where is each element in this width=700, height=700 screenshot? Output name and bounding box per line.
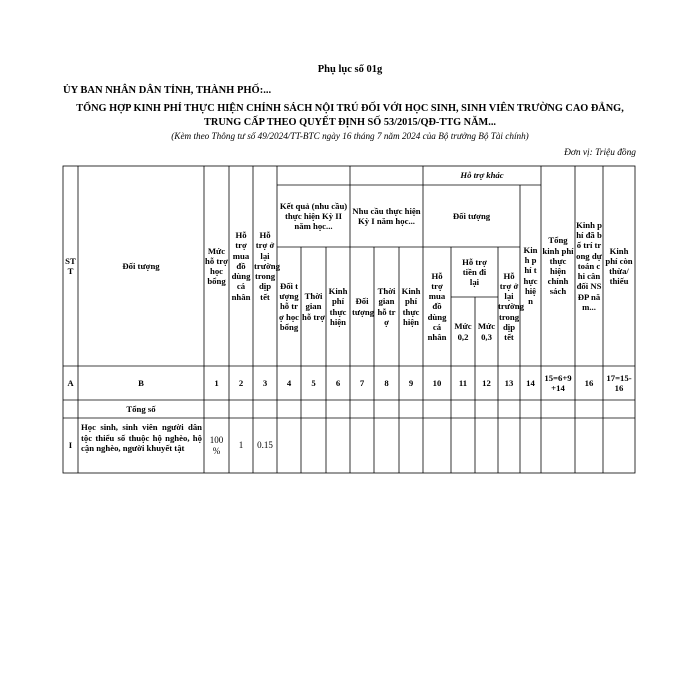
- colnum-5: 5: [311, 377, 316, 388]
- header-thoi-gian-1: Thời gian hỗ trợ: [302, 291, 325, 322]
- colnum-13: 13: [504, 377, 514, 388]
- colnum-b: B: [138, 377, 144, 388]
- colnum-6: 6: [335, 377, 341, 388]
- colnum-1: 1: [214, 377, 219, 388]
- header-stt: STT: [65, 255, 76, 276]
- header-muc-03: Mức 0,3: [477, 321, 496, 342]
- colnum-3: 3: [262, 377, 268, 388]
- header-ho-tro-khac: Hỗ trợ khác: [460, 170, 504, 181]
- header-thoi-gian-2: Thời gian hỗ trợ: [377, 286, 396, 327]
- colnum-16: 16: [584, 377, 594, 388]
- table-row-total-label: Tổng số: [126, 403, 156, 414]
- committee-label: ỦY BAN NHÂN DÂN TỈNH, THÀNH PHỐ:...: [63, 85, 272, 96]
- colnum-2: 2: [238, 377, 244, 388]
- appendix-label: Phụ lục số 01g: [317, 64, 383, 75]
- colnum-14: 14: [526, 377, 535, 388]
- colnum-17: 17=15-16: [606, 372, 632, 393]
- table-row-muc-hoc-bong: 100 %: [209, 435, 224, 456]
- colnum-9: 9: [408, 377, 414, 388]
- colnum-a: A: [67, 377, 74, 388]
- table-row-label: Học sinh, sinh viên người dân tộc thiểu số thuộc hộ nghèo, hộ cận nghèo, người khuyết tật: [81, 422, 202, 453]
- colnum-8: 8: [384, 377, 389, 388]
- colnum-12: 12: [482, 377, 491, 388]
- header-mua-do-dung: Hỗ trợ mua đồ dùng cá nhân: [231, 230, 251, 302]
- unit-label: Đơn vị: Triệu đồng: [564, 148, 636, 158]
- header-mua-do-dung-ca-nhan: Hỗ trợ mua đồ dùng cá nhân: [427, 270, 447, 342]
- header-ket-qua-group: Kết quả (nhu cầu) thực hiện Kỳ II năm học...: [279, 200, 348, 232]
- document-title-line1: TỔNG HỢP KINH PHÍ THỰC HIỆN CHÍNH SÁCH NỘI TRÚ ĐỐI VỚI HỌC SINH, SINH VIÊN TRƯỜNG CAO ĐẲNG,: [76, 103, 624, 114]
- header-doi-tuong: Đối tượng: [122, 260, 160, 271]
- header-muc-02: Mức 0,2: [454, 321, 472, 342]
- colnum-10: 10: [432, 377, 442, 388]
- header-tong-kinh-phi: Tổng kinh phí thực hiện chính sách: [542, 235, 574, 297]
- header-doi-tuong-hoc-bong: Đối tượng hỗ trợ học bổng: [279, 280, 300, 332]
- header-doi-tuong-khac: Đối tượng: [452, 210, 491, 221]
- colnum-7: 7: [359, 377, 365, 388]
- colnum-11: 11: [458, 377, 468, 388]
- colnum-4: 4: [286, 377, 292, 388]
- header-kinh-phi-1: Kinh phí thực hiện: [328, 286, 348, 327]
- document-title-line2: TRUNG CẤP THEO QUYẾT ĐỊNH SỐ 53/2015/QĐ-TTG NĂM...: [204, 117, 496, 128]
- table-row-mua-do-dung: 1: [238, 440, 244, 451]
- header-doi-tuong-2: Đối tượng: [352, 296, 375, 317]
- header-o-lai-tet: Hỗ trợ ở lại trường trong dịp tết: [254, 230, 280, 302]
- header-kinh-phi-da-bo-tri: Kinh phí đã bố trí trong dự toán chi cân đối NSĐP năm...: [576, 220, 602, 312]
- header-kinh-phi-2: Kinh phí thực hiện: [401, 286, 421, 327]
- header-nhu-cau-group: Nhu cầu thực hiện Kỳ I năm học...: [352, 205, 421, 226]
- header-tien-di-lai: Hỗ trợ tiền đi lại: [462, 256, 487, 288]
- document-subtitle: (Kèm theo Thông tư số 49/2024/TT-BTC ngày 16 tháng 7 năm 2024 của Bộ trưởng Bộ Tài chính): [171, 131, 529, 141]
- colnum-15: 15=6+9 +14: [544, 372, 572, 393]
- header-kinh-phi-con-thua: Kinh phí còn thừa/ thiếu: [605, 245, 633, 287]
- table-row-stt: I: [68, 440, 73, 451]
- header-muc-hoc-bong: Mức hỗ trợ học bổng: [205, 245, 228, 287]
- header-kinh-phi-khac: Kinh phí thực hiện: [523, 244, 538, 306]
- header-o-lai-truong-tet: Hỗ trợ ở lại trường trong dịp tết: [498, 270, 524, 342]
- table-row-o-lai-tet: 0.15: [257, 440, 273, 451]
